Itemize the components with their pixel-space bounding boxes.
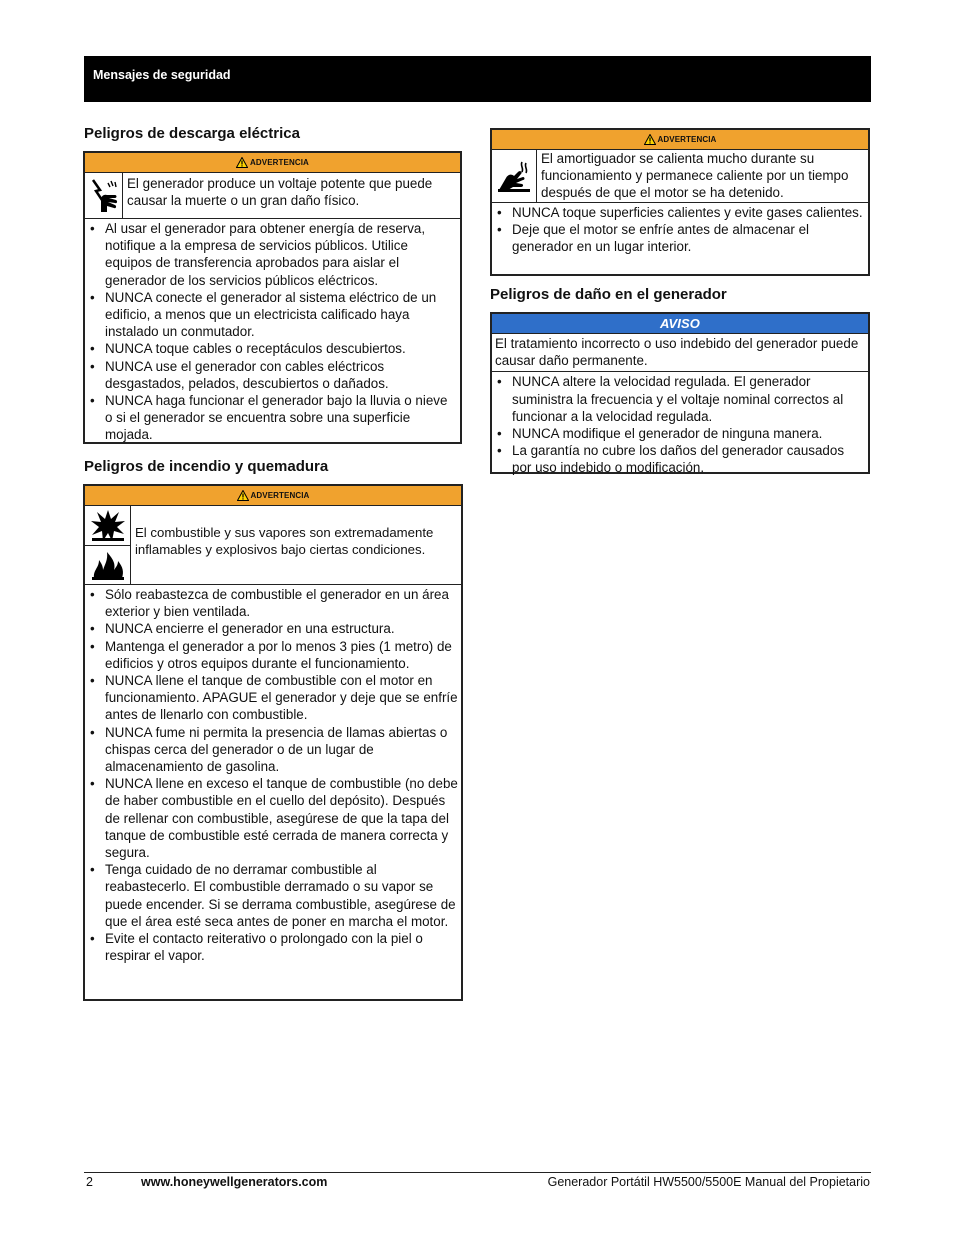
fire-icon xyxy=(85,545,130,585)
list-item: • NUNCA llene en exceso el tanque de combustible (no debe de haber combustible en el cuello del depósito). Después de rellenar con combustible, asegúrese de que la tapa del tanque de combustible esté cerrada de manera correcta y segura. xyxy=(88,775,458,861)
list-item: • NUNCA altere la velocidad regulada. El generador suministra la frecuencia y el voltaje nominal correctos al funcionar a la velocidad regulada. xyxy=(495,373,865,425)
list-item: • NUNCA encierre el generador en una estructura. xyxy=(88,620,458,637)
list-item: • La garantía no cubre los daños del generador causados por uso indebido o modificación. xyxy=(495,442,865,476)
list-item: • Al usar el generador para obtener energía de reserva, notifique a la empresa de servicios públicos. Utilice equipos de transferencia aprobados para aislar el generador de los servicios públicos eléctricos. xyxy=(88,220,457,289)
list-item: • NUNCA haga funcionar el generador bajo la lluvia o nieve o si el generador se encuentra sobre una superficie mojada. xyxy=(88,392,457,444)
website-link[interactable]: www.honeywellgenerators.com xyxy=(141,1175,328,1189)
icon-cell xyxy=(492,150,537,202)
list-item: • Mantenga el generador a por lo menos 3 pies (1 metro) de edificios y otros equipos durante el funcionamiento. xyxy=(88,638,458,672)
header-title: Mensajes de seguridad xyxy=(93,68,231,82)
hot-warning-box xyxy=(490,128,870,276)
icon-cell xyxy=(85,173,123,218)
list-item: • NUNCA modifique el generador de ninguna manera. xyxy=(495,425,865,442)
damage-notice-box xyxy=(490,312,870,474)
section-title-electric: Peligros de descarga eléctrica xyxy=(84,125,300,142)
signal-word: AVISO xyxy=(660,316,700,331)
electric-warning-box xyxy=(83,151,462,444)
hazard-text: El tratamiento incorrecto o uso indebido del generador puede causar daño permanente. xyxy=(492,334,868,372)
header-bar xyxy=(84,56,871,102)
list-item: • NUNCA conecte el generador al sistema eléctrico de un edificio, a menos que un electricista calificado haya instalado un conmutador. xyxy=(88,289,457,341)
damage-bullet-list xyxy=(492,372,868,478)
notice-header xyxy=(492,314,868,334)
section-title-damage: Peligros de daño en el generador xyxy=(490,286,727,303)
signal-word: ADVERTENCIA xyxy=(250,158,309,167)
hazard-row xyxy=(85,173,460,219)
electric-bullet-list xyxy=(85,219,460,446)
electric-shock-icon xyxy=(85,173,122,218)
icon-cell xyxy=(85,506,131,584)
list-item: • Tenga cuidado de no derramar combustible al reabastecerlo. El combustible derramado o su vapor se puede encender. Si se derrama combustible, asegúrese de que el área esté seca antes de poner en marcha el motor. xyxy=(88,861,458,930)
hazard-row xyxy=(85,506,461,585)
warning-triangle-icon xyxy=(644,134,656,145)
explosion-icon xyxy=(85,506,130,545)
list-item: • NUNCA toque cables o receptáculos descubiertos. xyxy=(88,340,457,357)
hazard-text: El combustible y sus vapores son extremadamente inflamables y explosivos bajo ciertas condiciones. xyxy=(135,524,434,557)
signal-word: ADVERTENCIA xyxy=(657,135,717,144)
warning-header xyxy=(492,130,868,150)
footer-divider xyxy=(84,1172,871,1173)
warning-header xyxy=(85,486,461,506)
hazard-row xyxy=(492,150,868,203)
warning-triangle-icon xyxy=(236,157,248,168)
fire-bullet-list xyxy=(85,585,461,966)
hot-surface-icon xyxy=(492,150,536,202)
fire-warning-box xyxy=(83,484,463,1001)
hot-bullet-list xyxy=(492,203,868,258)
signal-word: ADVERTENCIA xyxy=(250,491,310,500)
list-item: • NUNCA use el generador con cables eléctricos desgastados, pelados, descubiertos o dañados. xyxy=(88,358,457,392)
page-number: 2 xyxy=(86,1175,93,1189)
warning-triangle-icon xyxy=(237,490,249,501)
section-title-fire: Peligros de incendio y quemadura xyxy=(84,458,329,475)
manual-title: Generador Portátil HW5500/5500E Manual del Propietario xyxy=(547,1175,870,1189)
warning-header xyxy=(85,153,460,173)
hazard-text: El generador produce un voltaje potente que puede causar la muerte o un gran daño físico. xyxy=(127,176,433,209)
list-item: • Deje que el motor se enfríe antes de almacenar el generador en un lugar interior. xyxy=(495,221,865,255)
list-item: • Evite el contacto reiterativo o prolongado con la piel o respirar el vapor. xyxy=(88,930,458,964)
hazard-text: El amortiguador se calienta mucho durante su funcionamiento y permanece caliente por un tiempo después de que el motor se ha detenido. xyxy=(541,151,849,201)
hazard-text-wrap xyxy=(131,506,461,584)
list-item: • NUNCA fume ni permita la presencia de llamas abiertas o chispas cerca del generador o de un lugar de almacenamiento de gasolina. xyxy=(88,724,458,776)
list-item: • Sólo reabastezca de combustible el generador en un área exterior y bien ventilada. xyxy=(88,586,458,620)
list-item: • NUNCA llene el tanque de combustible con el motor en funcionamiento. APAGUE el generador y deje que se enfríe antes de llenarlo con combustible. xyxy=(88,672,458,724)
list-item: • NUNCA toque superficies calientes y evite gases calientes. xyxy=(495,204,865,221)
